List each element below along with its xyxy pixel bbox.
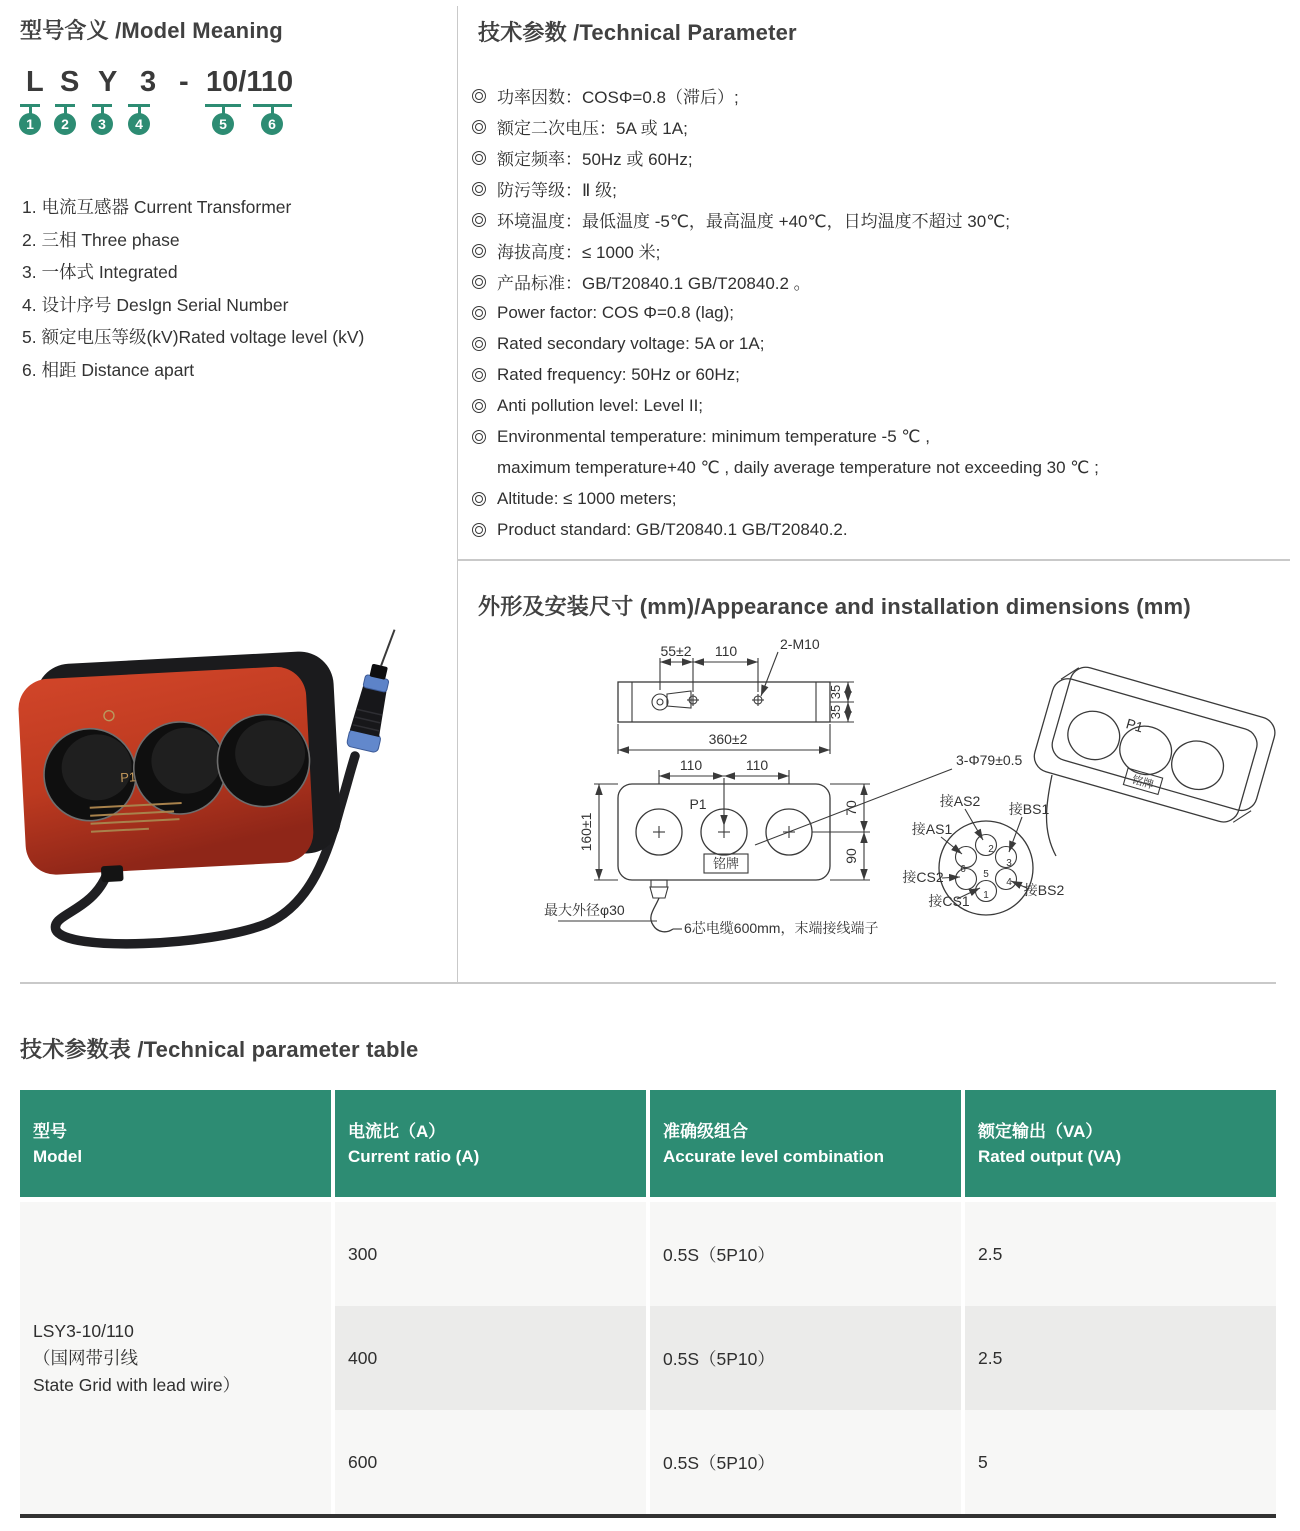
parameter-line: Rated frequency: 50Hz or 60Hz; — [472, 359, 1292, 390]
model-meaning-list — [22, 191, 364, 386]
marker-number: 2 — [54, 113, 76, 135]
bullseye-bullet-icon — [472, 213, 486, 227]
core-number: 1 — [983, 890, 989, 901]
bullseye-bullet-icon — [472, 430, 486, 444]
table-cell-accuracy: 0.5S（5P10） — [650, 1306, 961, 1410]
bullseye-bullet-icon — [472, 337, 486, 351]
model-code-part: S — [60, 66, 80, 98]
table-bottom-border — [20, 1514, 1276, 1518]
core-number: 3 — [1006, 858, 1012, 869]
table-cell-ratio: 600 — [335, 1410, 646, 1514]
dim-label: 70 — [843, 800, 859, 816]
marker-number: 1 — [19, 113, 41, 135]
nameplate-label: 铭牌 — [712, 856, 740, 871]
bullseye-bullet-icon — [472, 244, 486, 258]
model-code-part: 3 — [140, 66, 157, 98]
parameter-line: Environmental temperature: minimum temperature -5 ℃ , — [472, 421, 1292, 452]
dim-label: 360±2 — [708, 731, 748, 747]
table-cell-ratio: 300 — [335, 1202, 646, 1306]
terminal-label: 接CS2 — [902, 869, 944, 885]
max-diameter-label: 最大外径φ30 — [544, 902, 625, 918]
parameter-line: 额定二次电压：5A 或 1A; — [472, 111, 1292, 142]
technical-parameter-list — [472, 80, 1292, 545]
dimension-drawing — [460, 628, 1300, 980]
dim-label: 35 — [828, 704, 843, 720]
iso-view — [1031, 660, 1279, 856]
core-diagram — [902, 793, 1064, 915]
model-meaning-title: 型号含义 /Model Meaning — [20, 18, 283, 43]
marker-number: 6 — [261, 113, 283, 135]
product-photo — [10, 622, 440, 967]
parameter-line: 功率因数：COSΦ=0.8（滞后）; — [472, 80, 1292, 111]
parameter-line: 额定频率：50Hz 或 60Hz; — [472, 142, 1292, 173]
bullseye-bullet-icon — [472, 523, 486, 537]
bullseye-bullet-icon — [472, 306, 486, 320]
top-view — [618, 636, 854, 754]
table-cell-accuracy: 0.5S（5P10） — [650, 1410, 961, 1514]
dim-label: 110 — [714, 643, 738, 659]
parameter-line: 防污等级：Ⅱ 级; — [472, 173, 1292, 204]
parameter-line-continuation: maximum temperature+40 ℃ , daily average temperature not exceeding 30 ℃ ; — [497, 457, 1099, 477]
parameter-line: Anti pollution level: Level II; — [472, 390, 1292, 421]
bullseye-bullet-icon — [472, 275, 486, 289]
table-header-accuracy: 准确级组合 Accurate level combination — [650, 1090, 961, 1197]
bullseye-bullet-icon — [472, 492, 486, 506]
terminal-label: 接AS1 — [911, 821, 953, 837]
drawn-cable — [651, 898, 673, 932]
appearance-title: 外形及安装尺寸 (mm)/Appearance and installation dimensions (mm) — [478, 594, 1191, 619]
dim-label: 160±1 — [578, 812, 594, 852]
parameter-line: 产品标准：GB/T20840.1 GB/T20840.2 。 — [472, 266, 1292, 297]
bullseye-bullet-icon — [472, 368, 486, 382]
parameter-line: 海拔高度：≤ 1000 米; — [472, 235, 1292, 266]
bullseye-bullet-icon — [472, 120, 486, 134]
table-cell-accuracy: 0.5S（5P10） — [650, 1202, 961, 1306]
parameter-line: 环境温度：最低温度 -5℃，最高温度 +40℃，日均温度不超过 30℃; — [472, 204, 1292, 235]
parameter-line: Power factor: COS Φ=0.8 (lag); — [472, 297, 1292, 328]
dim-label: 35 — [828, 684, 843, 700]
bullseye-bullet-icon — [472, 89, 486, 103]
core-number: 5 — [983, 869, 989, 880]
dim-label: 110 — [745, 757, 769, 773]
section-divider — [458, 559, 1290, 561]
thread-callout-label: 2-M10 — [780, 636, 820, 652]
photo-connector — [346, 625, 405, 753]
model-code-part: - — [179, 66, 189, 98]
model-code-part: L — [26, 66, 44, 98]
model-code-part: 10/110 — [206, 66, 294, 98]
bullseye-bullet-icon — [472, 151, 486, 165]
page-divider — [20, 982, 1276, 984]
terminal-label: 接BS2 — [1023, 882, 1065, 898]
core-number: 2 — [988, 844, 994, 855]
p1-label: P1 — [689, 796, 707, 812]
bullseye-bullet-icon — [472, 399, 486, 413]
p1-label: P1 — [1124, 715, 1146, 736]
core-number: 4 — [1006, 877, 1012, 888]
marker-number: 4 — [128, 113, 150, 135]
dim-label: 110 — [679, 757, 703, 773]
photo-body — [16, 650, 343, 886]
model-meaning-item: 2. 三相 Three phase — [22, 229, 180, 250]
parameter-table-body — [20, 1202, 1276, 1514]
model-meaning-item: 1. 电流互感器 Current Transformer — [22, 197, 292, 217]
technical-parameter-title: 技术参数 /Technical Parameter — [478, 20, 797, 45]
parameter-table-title: 技术参数表 /Technical parameter table — [20, 1037, 419, 1062]
table-header-rated-output: 额定输出（VA） Rated output (VA) — [965, 1090, 1276, 1197]
terminal-label: 接AS2 — [939, 793, 981, 809]
table-cell-model: LSY3-10/110 （国网带引线 State Grid with lead wire） — [20, 1202, 331, 1514]
model-meaning-item: 4. 设计序号 DesIgn Serial Number — [22, 294, 289, 315]
table-header-model: 型号 Model — [20, 1090, 331, 1197]
hole-callout-label: 3-Φ79±0.5 — [956, 752, 1023, 768]
table-cell-output: 5 — [965, 1410, 1276, 1514]
model-code-part: Y — [98, 66, 118, 98]
photo-connector-pin — [381, 629, 394, 667]
parameter-line: Product standard: GB/T20840.1 GB/T20840.2. — [472, 514, 1292, 545]
table-cell-output: 2.5 — [965, 1306, 1276, 1410]
nameplate-label: 铭牌 — [1130, 773, 1155, 792]
bullseye-bullet-icon — [472, 182, 486, 196]
table-cell-output: 2.5 — [965, 1202, 1276, 1306]
table-cell-ratio: 400 — [335, 1306, 646, 1410]
parameter-line: Rated secondary voltage: 5A or 1A; — [472, 328, 1292, 359]
terminal-label: 接BS1 — [1008, 801, 1050, 817]
core-number: 6 — [960, 864, 966, 875]
terminal-label: 接CS1 — [928, 893, 970, 909]
model-meaning-item: 5. 额定电压等级(kV)Rated voltage level (kV) — [22, 327, 365, 347]
model-meaning-item: 3. 一体式 Integrated — [22, 262, 178, 282]
table-header-current-ratio: 电流比（A） Current ratio (A) — [335, 1090, 646, 1197]
marker-number: 5 — [212, 113, 234, 135]
column-divider — [457, 6, 458, 983]
parameter-line: Altitude: ≤ 1000 meters; — [472, 483, 1292, 514]
dim-label: 90 — [843, 848, 859, 864]
parameter-table-header — [20, 1090, 1276, 1197]
cable-note-label: 6芯电缆600mm，末端接线端子 — [684, 920, 879, 936]
model-meaning-item: 6. 相距 Distance apart — [22, 359, 195, 380]
photo-p1-marking: P1 — [119, 769, 137, 786]
dim-label: 55±2 — [660, 643, 692, 659]
marker-number: 3 — [91, 113, 113, 135]
